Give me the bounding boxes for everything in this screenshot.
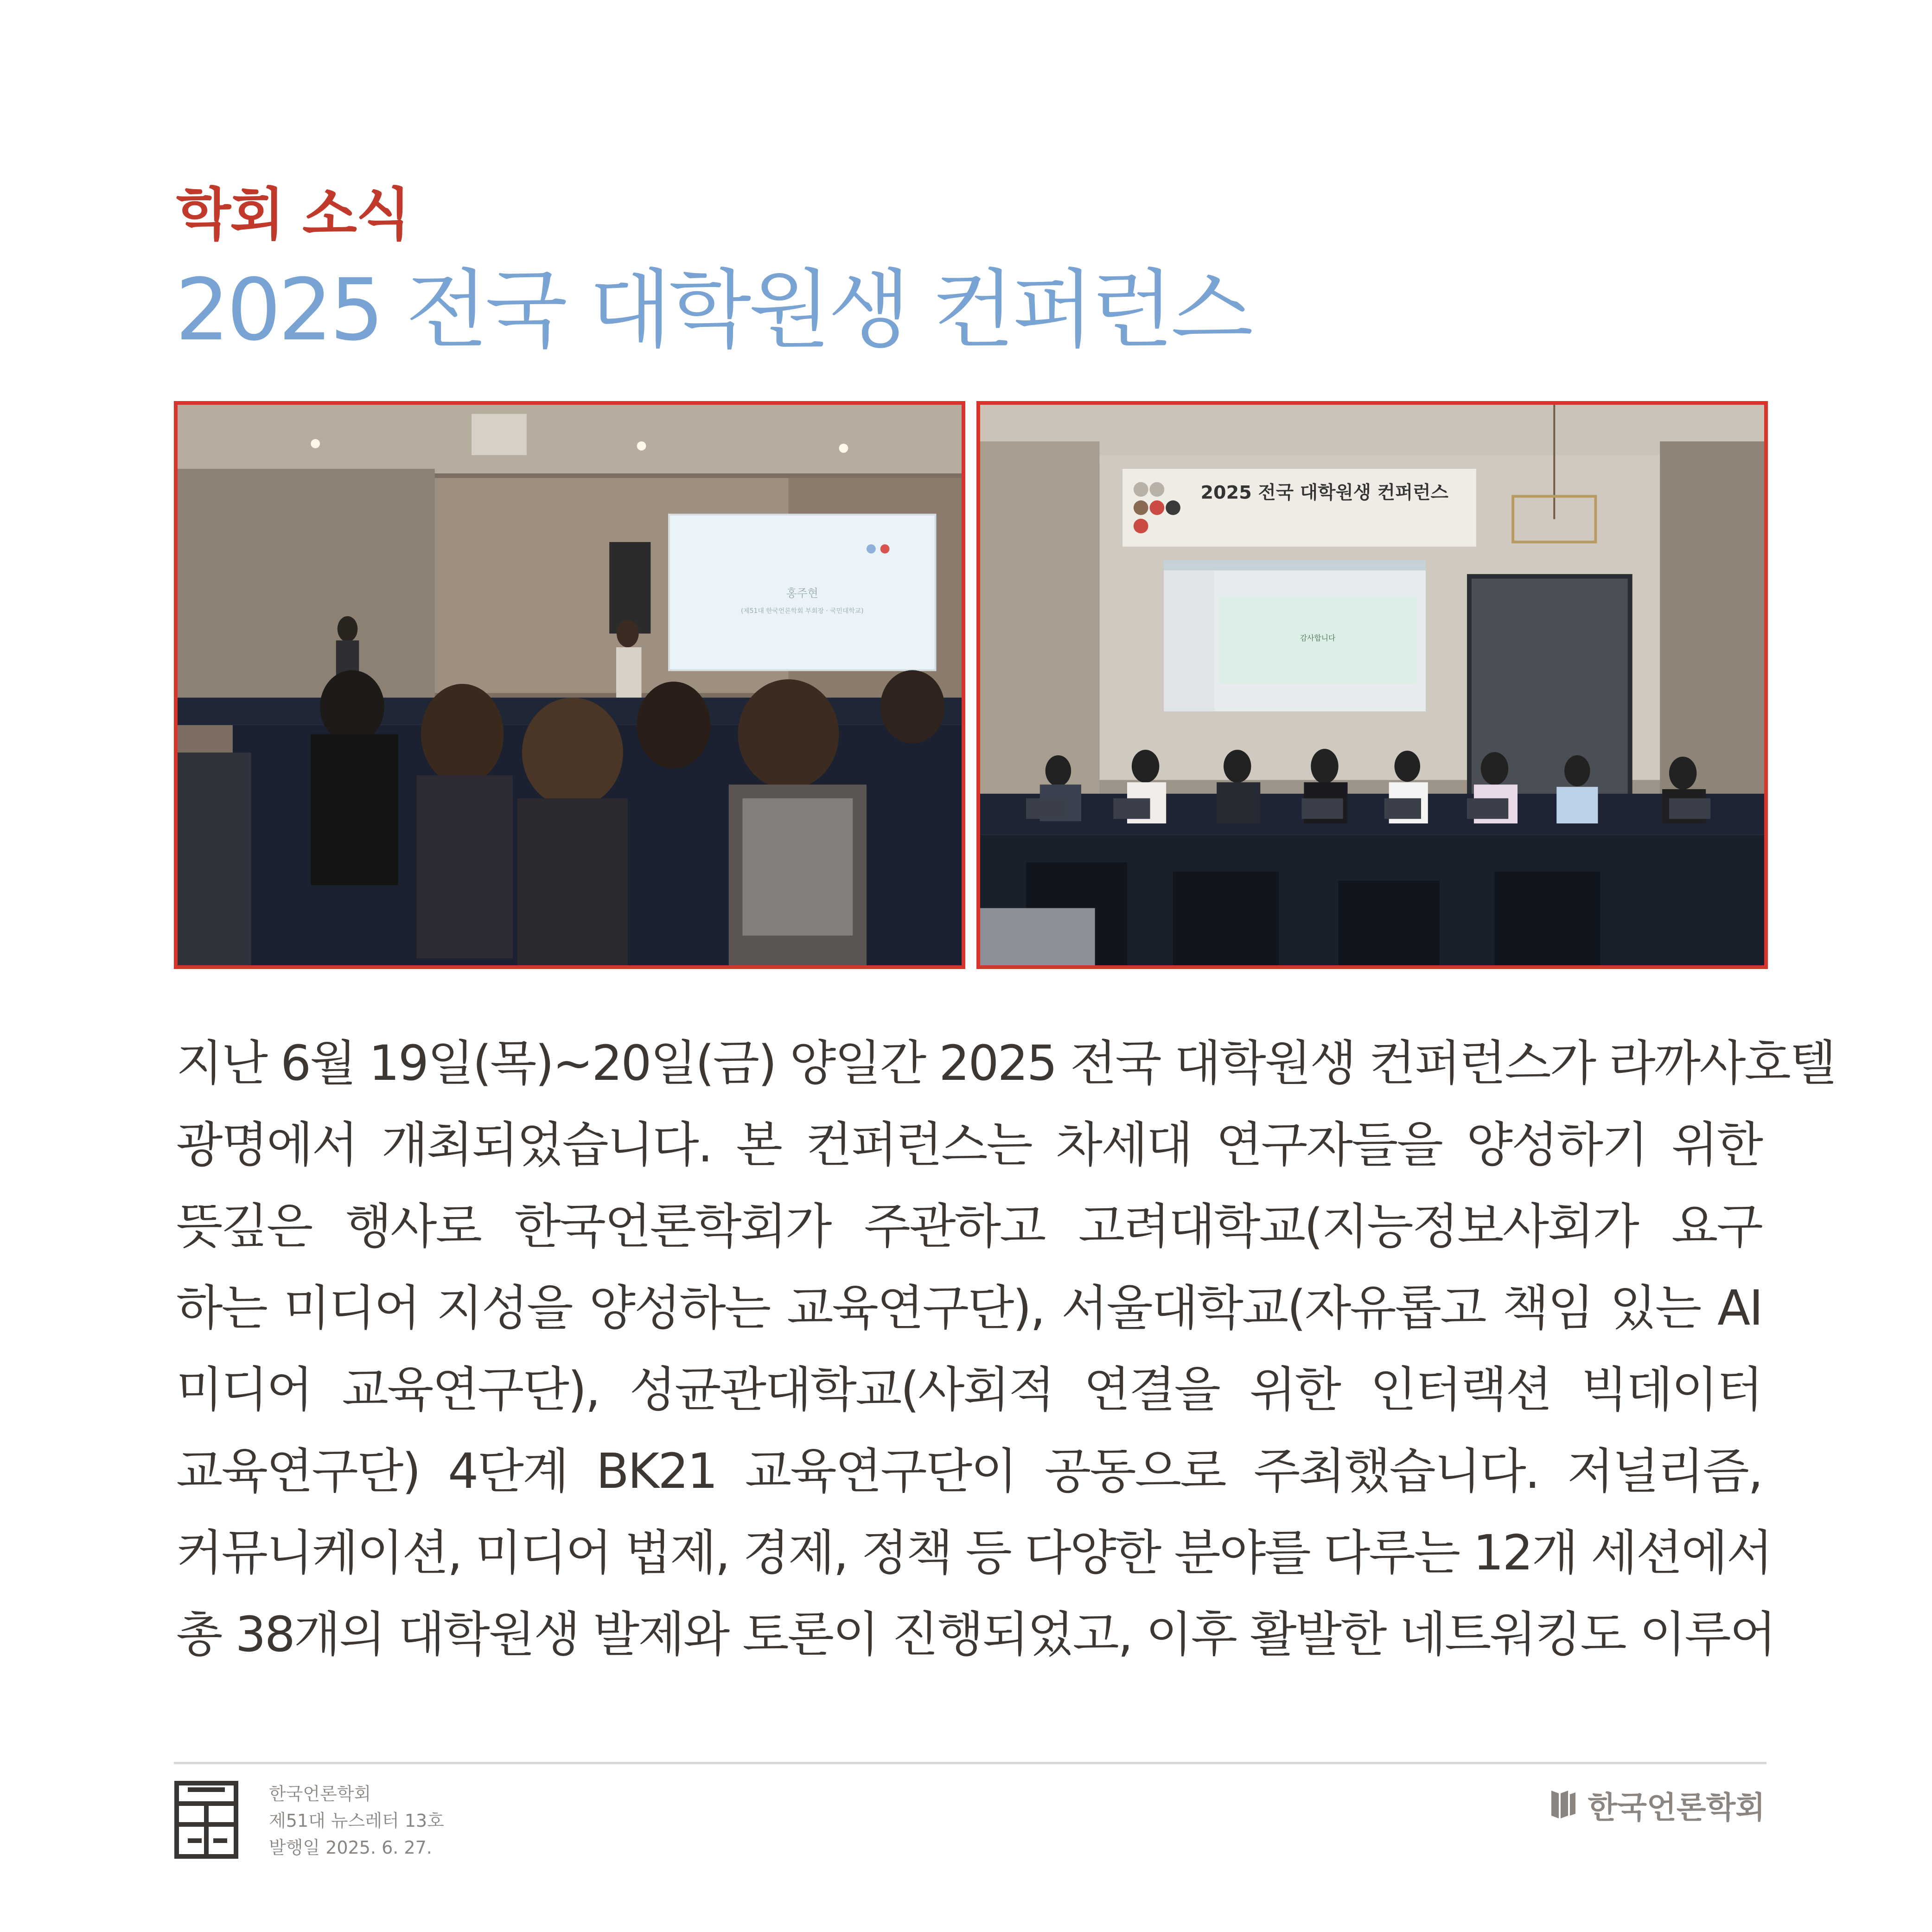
section-label: 학회 소식 — [176, 182, 410, 248]
society-seal-icon — [174, 1780, 239, 1859]
footer-info — [269, 1780, 444, 1861]
footer-brand — [1549, 1786, 1765, 1823]
footer-date: 발행일 2025. 6. 27. — [269, 1837, 432, 1858]
photo-panel-image — [980, 405, 1764, 965]
article-line: 미디어 교육연구단), 성균관대학교(사회적 연결을 위한 인터랙션 빅데이터 — [176, 1361, 1762, 1418]
footer-org: 한국언론학회 — [269, 1784, 371, 1804]
photo-presentation-image — [178, 405, 962, 965]
slide-subtitle: (제51대 한국언론학회 부회장 · 국민대학교) — [740, 607, 864, 615]
page-title: 2025 전국 대학원생 컨퍼런스 — [175, 261, 1251, 360]
article-line: 지난 6월 19일(목)~20일(금) 양일간 2025 전국 대학원생 컨퍼런스가 라까사호텔 — [176, 1035, 1835, 1091]
footer-divider — [174, 1762, 1766, 1764]
article-line: 커뮤니케이션, 미디어 법제, 경제, 정책 등 다양한 분야를 다루는 12개 세션에서 — [176, 1524, 1772, 1581]
banner-title: 2025 전국 대학원생 컨퍼런스 — [1200, 482, 1448, 504]
screen-text: 감사합니다 — [1300, 633, 1336, 643]
photo-panel — [976, 401, 1768, 969]
society-logo-icon — [1549, 1788, 1577, 1821]
article-line: 하는 미디어 지성을 양성하는 교육연구단), 서울대학교(자유롭고 책임 있는 AI — [176, 1280, 1762, 1336]
slide-name: 홍주현 — [786, 587, 818, 600]
article-line: 뜻깊은 행사로 한국언론학회가 주관하고 고려대학교(지능정보사회가 요구 — [176, 1198, 1762, 1255]
footer-brand-name: 한국언론학회 — [1588, 1789, 1765, 1825]
article-line: 총 38개의 대학원생 발제와 토론이 진행되었고, 이후 활발한 네트워킹도 이루어 — [176, 1606, 1775, 1663]
article-body — [176, 1022, 1835, 1675]
article-line: 광명에서 개최되었습니다. 본 컨퍼런스는 차세대 연구자들을 양성하기 위한 — [176, 1116, 1762, 1173]
photo-presentation — [174, 401, 965, 969]
article-line: 교육연구단) 4단계 BK21 교육연구단이 공동으로 주최했습니다. 저널리즘, — [176, 1443, 1762, 1499]
footer-issue: 제51대 뉴스레터 13호 — [269, 1811, 444, 1831]
